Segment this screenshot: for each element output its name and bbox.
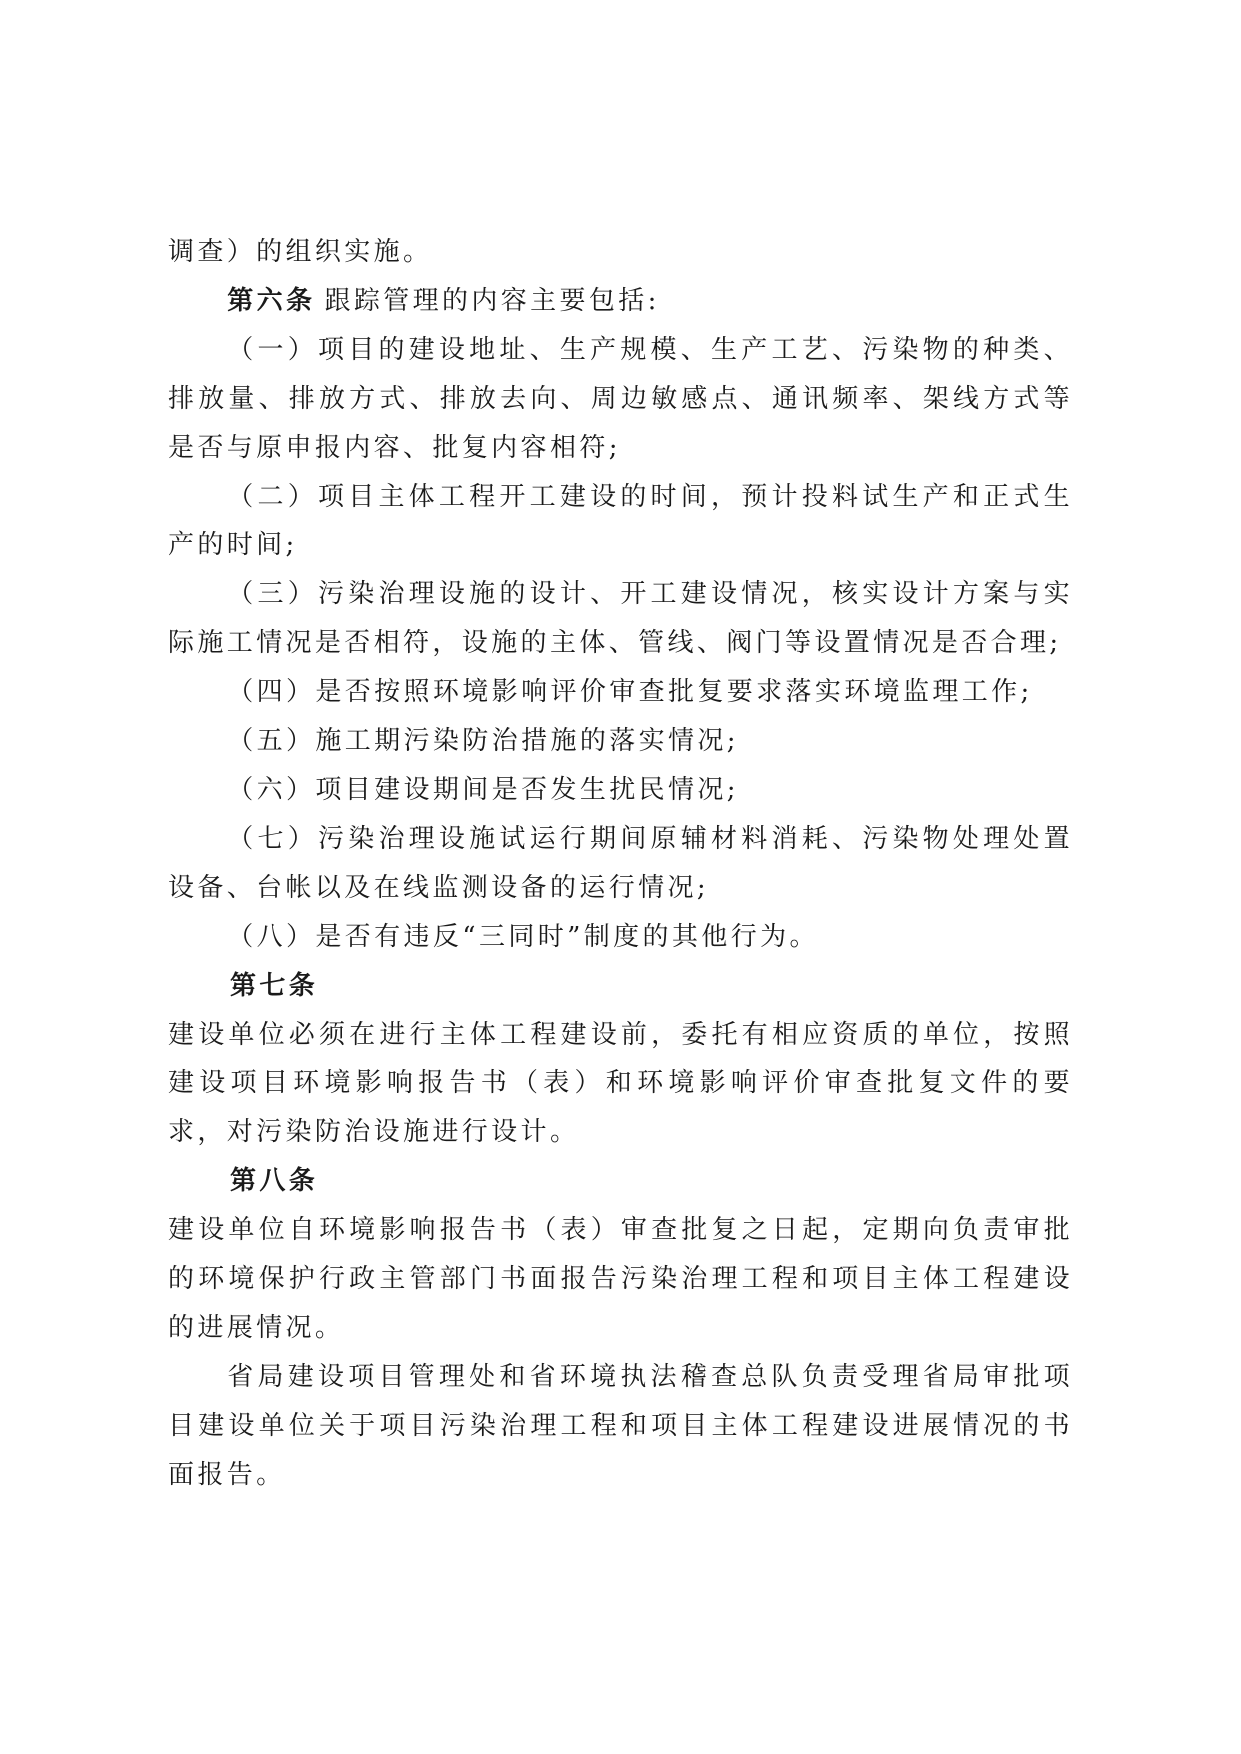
list-item-5: （五）施工期污染防治措施的落实情况;	[227, 726, 739, 757]
article-6-paragraph	[168, 277, 1073, 326]
article-7-body: 建设单位必须在进行主体工程建设前，委托有相应资质的单位，按照建设项目环境影响报告书（表）和环境影响评价审查批复文件的要求，对污染防治设施进行设计。	[168, 1019, 1073, 1148]
list-item-2: （二）项目主体工程开工建设的时间，预计投料试生产和正式生产的时间;	[168, 481, 1073, 561]
list-item-6: （六）项目建设期间是否发生扰民情况;	[227, 774, 739, 805]
article-8-body: 建设单位自环境影响报告书（表）审查批复之日起，定期向负责审批的环境保护行政主管部门书面报告污染治理工程和项目主体工程建设的进展情况。	[168, 1215, 1073, 1343]
list-item-3: （三）污染治理设施的设计、开工建设情况，核实设计方案与实际施工情况是否相符，设施的主体、管线、阀门等设置情况是否合理;	[168, 579, 1073, 659]
article-8-body-2: 省局建设项目管理处和省环境执法稽查总队负责受理省局审批项目建设单位关于项目污染治理工程和项目主体工程建设进展情况的书面报告。	[168, 1361, 1073, 1490]
article-7-heading: 第七条	[230, 970, 319, 1001]
list-item-1: （一）项目的建设地址、生产规模、生产工艺、污染物的种类、排放量、排放方式、排放去向、周边敏感点、通讯频率、架线方式等是否与原申报内容、批复内容相符;	[168, 334, 1073, 463]
list-item-8: （八）是否有违反“三同时”制度的其他行为。	[227, 921, 819, 952]
article-8-heading: 第八条	[230, 1166, 319, 1197]
list-item-4: （四）是否按照环境影响评价审查批复要求落实环境监理工作;	[227, 677, 1033, 708]
document-page	[168, 228, 1073, 1500]
list-item-7: （七）污染治理设施试运行期间原辅材料消耗、污染物处理处置设备、台帐以及在线监测设备的运行情况;	[168, 823, 1073, 903]
article-6-text: 跟踪管理的内容主要包括:	[324, 285, 660, 316]
article-6-label: 第六条	[227, 285, 316, 316]
paragraph-continuation: 调查）的组织实施。	[168, 237, 433, 267]
